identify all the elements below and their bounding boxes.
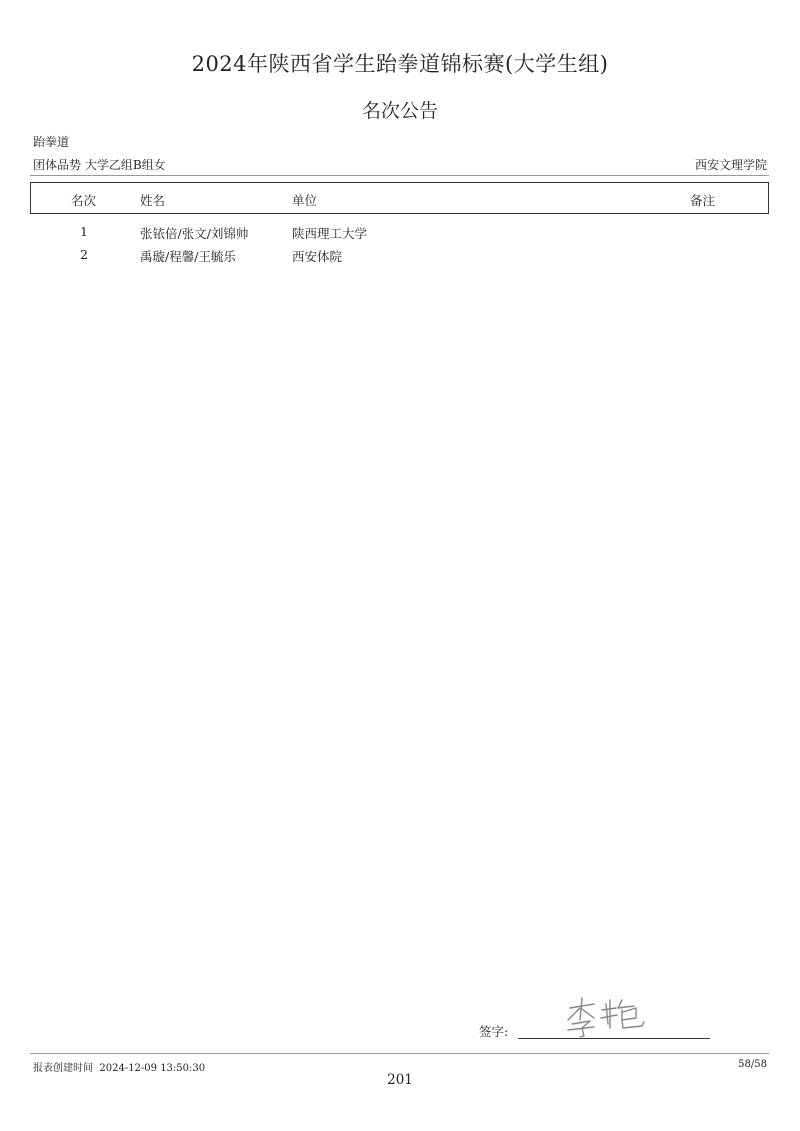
page-number: 201 (387, 1072, 413, 1088)
header-divider (30, 175, 769, 176)
document-subtitle: 名次公告 (361, 100, 438, 122)
name-cell: 张铱倍/张文/刘锦帅 (140, 226, 249, 241)
column-header-name: 姓名 (140, 193, 166, 208)
organizer-label: 西安文理学院 (694, 158, 767, 172)
table-row (0, 247, 800, 267)
column-header-unit: 单位 (292, 193, 318, 208)
signature-label: 签字: (479, 1024, 509, 1039)
handwritten-signature (560, 994, 650, 1040)
name-cell: 禹璇/程馨/王毓乐 (140, 249, 236, 264)
unit-cell: 陕西理工大学 (292, 226, 368, 241)
sport-label: 跆拳道 (33, 135, 70, 149)
column-header-rank: 名次 (71, 193, 97, 208)
document-title: 2024年陕西省学生跆拳道锦标赛(大学生组) (191, 52, 609, 76)
unit-cell: 西安体院 (292, 249, 343, 264)
table-row (0, 224, 800, 244)
column-header-note: 备注 (690, 193, 716, 208)
rank-cell: 1 (80, 224, 88, 239)
rank-cell: 2 (80, 247, 88, 262)
footer-divider (30, 1053, 769, 1054)
created-label: 报表创建时间 (33, 1063, 93, 1074)
page-of-count: 58/58 (738, 1059, 767, 1070)
created-time: 2024-12-09 13:50:30 (99, 1063, 206, 1074)
table-header (30, 182, 769, 214)
event-label: 团体品势 大学乙组B组女 (33, 158, 166, 172)
